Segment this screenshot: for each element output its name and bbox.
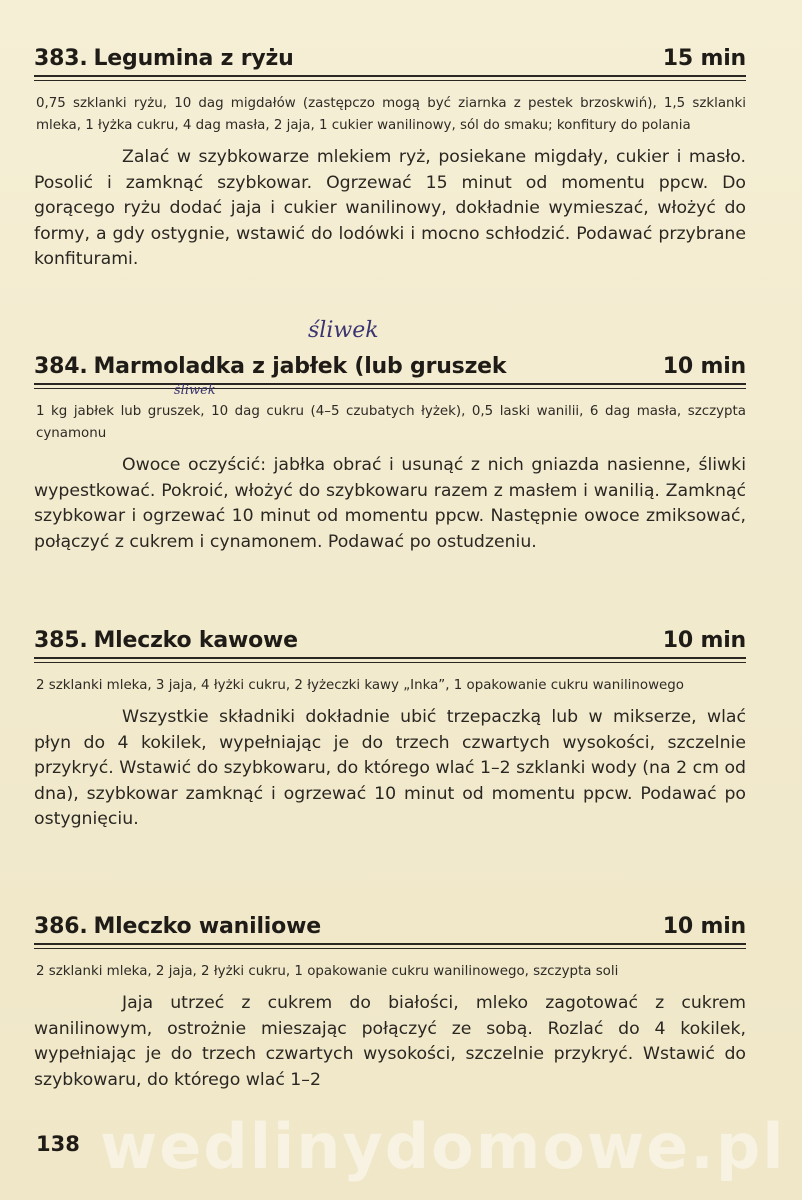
- recipe-header: [34, 46, 746, 71]
- recipe-title: Marmoladka z jabłek (lub gruszek: [93, 354, 507, 379]
- page-number: 138: [36, 1132, 80, 1156]
- recipe-ingredients: 1 kg jabłek lub gruszek, 10 dag cukru (4–5 czubatych łyżek), 0,5 laski wanilii, 6 dag masła, szczypta cynamonu: [36, 404, 746, 441]
- recipe-header: [34, 354, 746, 379]
- recipe-header: [34, 628, 746, 653]
- recipe-time: 15 min: [662, 46, 746, 71]
- recipe-method: Wszystkie składniki dokładnie ubić trzepaczką lub w mikserze, wlać płyn do 4 kokilek, wypełniając je do trzech czwartych wysokości, szczelnie przykryć. Wstawić do szybkowaru, do którego wlać 1–2 szklanki wody (na 2 cm od dna), szybkowar zamknąć i ogrzewać 10 minut od momentu ppcw. Podawać po ostygnięciu.: [34, 707, 746, 829]
- recipe-number: 383.: [34, 46, 88, 71]
- recipe-method: Owoce oczyścić: jabłka obrać i usunąć z nich gniazda nasienne, śliwki wypestkować. Pokroić, włożyć do szybkowaru razem z masłem i wanilią. Zamknąć szybkowar i ogrzewać 10 minut od momentu ppcw. Następnie owoce zmiksować, połączyć z cukrem i cynamonem. Podawać po ostudzeniu.: [34, 455, 746, 552]
- recipe-383: [34, 46, 746, 273]
- recipe-ingredients: 2 szklanki mleka, 2 jaja, 2 łyżki cukru, 1 opakowanie cukru wanilinowego, szczypta soli: [36, 964, 619, 979]
- recipe-title: Legumina z ryżu: [93, 46, 294, 71]
- recipe-ingredients: 2 szklanki mleka, 3 jaja, 4 łyżki cukru, 2 łyżeczki kawy „Inka”, 1 opakowanie cukru wanilinowego: [36, 678, 684, 693]
- header-rule: [34, 657, 746, 663]
- header-rule: [34, 943, 746, 949]
- recipe-ingredients: 0,75 szklanki ryżu, 10 dag migdałów (zastępczo mogą być ziarnka z pestek brzoskwiń), 1,5 szklanki mleka, 1 łyżka cukru, 4 dag masła, 2 jaja, 1 cukier wanilinowy, sól do smaku; konfitury do polania: [36, 96, 746, 133]
- recipe-number: 386.: [34, 914, 88, 939]
- watermark: wedlinydomowe.pl: [100, 1110, 786, 1183]
- recipe-384: [34, 354, 746, 555]
- recipe-title: Mleczko waniliowe: [93, 914, 321, 939]
- recipe-385: [34, 628, 746, 833]
- recipe-386: [34, 914, 746, 1093]
- recipe-number: 384.: [34, 354, 88, 379]
- header-rule: [34, 383, 746, 389]
- header-rule: [34, 75, 746, 81]
- recipe-header: [34, 914, 746, 939]
- recipe-time: 10 min: [662, 628, 746, 653]
- recipe-time: 10 min: [662, 914, 746, 939]
- recipe-title: Mleczko kawowe: [93, 628, 298, 653]
- handwritten-note-ingredients: śliwek: [174, 383, 216, 398]
- handwritten-note-title: śliwek: [308, 318, 379, 343]
- recipe-number: 385.: [34, 628, 88, 653]
- recipe-method: Zalać w szybkowarze mlekiem ryż, posiekane migdały, cukier i masło. Posolić i zamknąć szybkowar. Ogrzewać 15 minut od momentu ppcw. Do gorącego ryżu dodać jaja i cukier wanilinowy, dokładnie wymieszać, włożyć do formy, a gdy ostygnie, wstawić do lodówki i mocno schłodzić. Podawać przybrane konfiturami.: [34, 147, 746, 269]
- recipe-time: 10 min: [662, 354, 746, 379]
- recipe-method: Jaja utrzeć z cukrem do białości, mleko zagotować z cukrem wanilinowym, ostrożnie mieszając połączyć ze sobą. Rozlać do 4 kokilek, wypełniając je do trzech czwartych wysokości, szczelnie przykryć. Wstawić do szybkowaru, do którego wlać 1–2: [34, 993, 746, 1090]
